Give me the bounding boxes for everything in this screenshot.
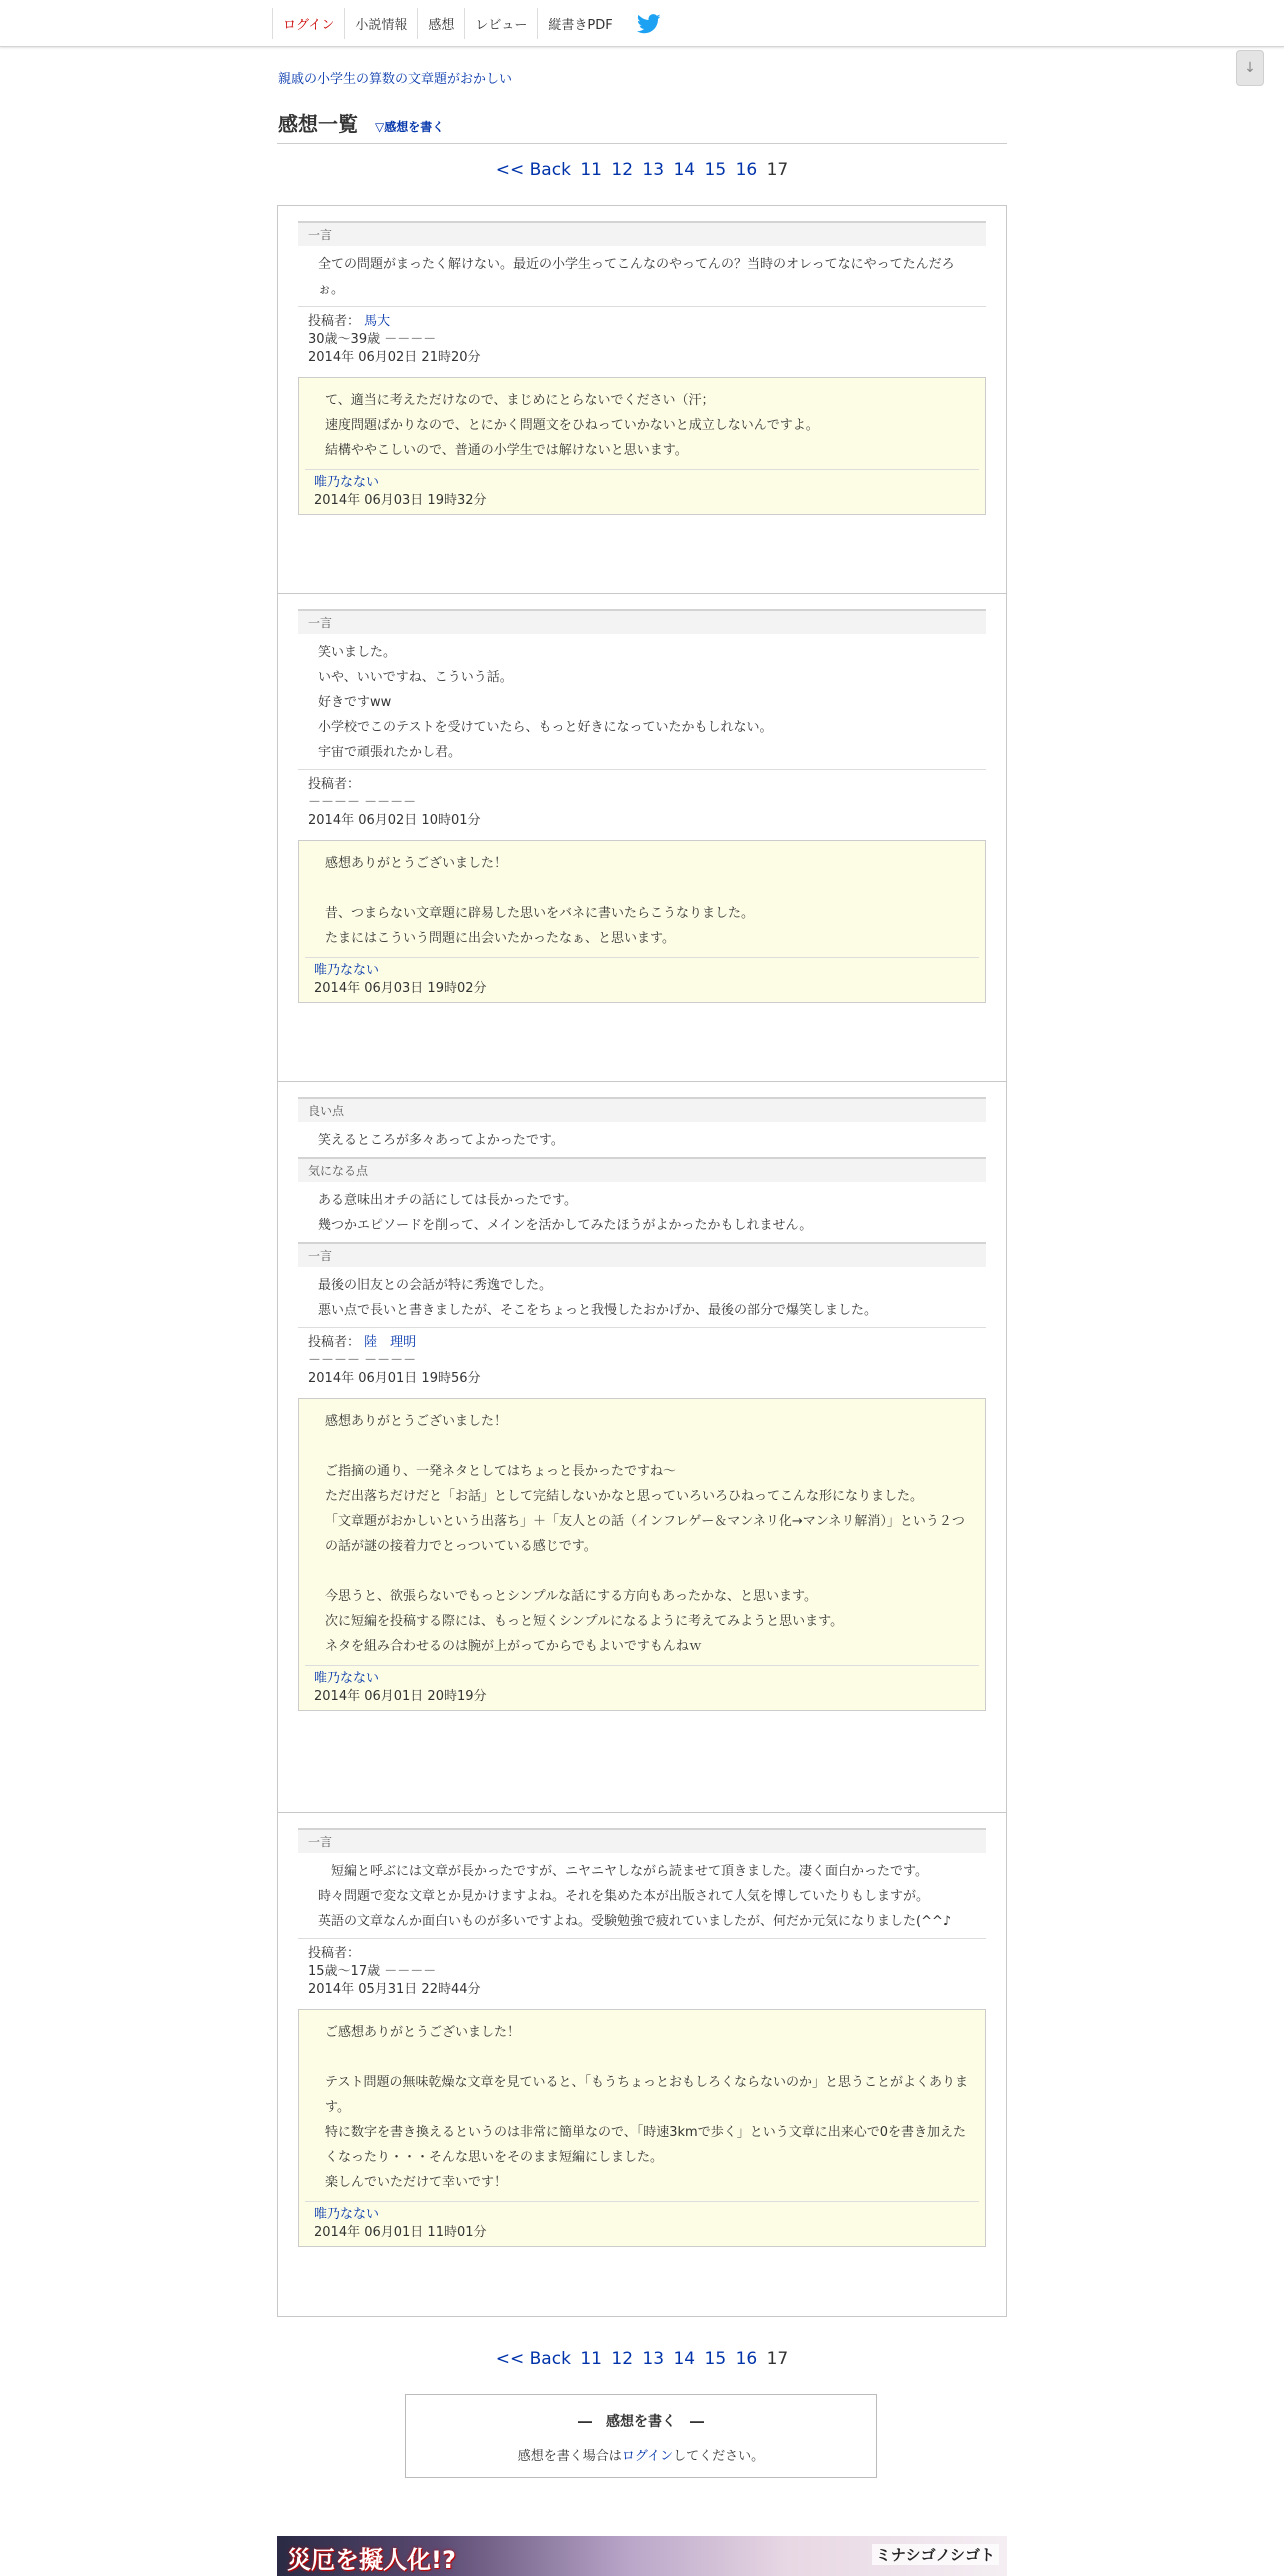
poster-info [298,306,986,371]
pager-back[interactable]: << Back [495,2349,571,2369]
write-box-msg-pre: 感想を書く場合は [517,2449,622,2464]
review-card [277,205,1007,599]
nav-login[interactable]: ログイン [272,8,344,39]
page-title: 感想一覧 [278,112,358,136]
reply-footer [305,1665,979,1710]
section-text: ある意味出オチの話にしては長かったです。 幾つかエピソードを削って、メインを活かしてみたほうがよかったかもしれません。 [318,1193,813,1233]
reply-author-link[interactable]: 唯乃なない [314,2207,380,2222]
section-text: 短編と呼ぶには文章が長かったですが、ニヤニヤしながら読ませて頂きました。凄く面白かったです。 時々問題で変な文章とか見かけますよね。それを集めた本が出版されて人気を博していたりもしますが。 英語の文章なんか面白いものが多いですよね。受験勉強で疲れていましたが、何だか元気になりました(^^♪ [318,1864,952,1929]
reply-text: 感想ありがとうございました！ 昔、つまらない文章題に辟易した思いをバネに書いたらこうなりました。 たまにはこういう問題に出会いたかったなぁ、と思います。 [325,856,755,946]
section-text: 笑いました。 いや、いいですね、こういう話。 好きですww 小学校でこのテストを受けていたら、もっと好きになっていたかもしれない。 宇宙で頑張れたかし君。 [318,645,773,760]
section-text: 最後の旧友との会話が特に秀逸でした。 悪い点で長いと書きましたが、そこをちょっと我慢したおかげか、最後の部分で爆笑しました。 [318,1278,878,1318]
poster-info [298,1938,986,2003]
pager-page-14[interactable]: 14 [673,2349,696,2369]
reply-footer [305,2201,979,2246]
pager-page-11[interactable]: 11 [580,160,602,180]
pager-page-16[interactable]: 16 [735,160,758,180]
poster-label: 投稿者： [308,1946,361,1961]
section-label: 一言 [298,609,986,634]
pager-page-15[interactable]: 15 [704,160,727,180]
section-label: 一言 [298,1828,986,1853]
poster-name-link[interactable]: 陸 理明 [364,1335,417,1350]
top-nav [272,8,673,39]
pager-current: 17 [766,160,789,180]
section-label: 良い点 [298,1097,986,1122]
banner-headline: 災厄を擬人化!? [287,2546,456,2574]
write-impression-link[interactable]: ▽感想を書く [375,120,445,134]
post-date: 2014年 06月02日 21時20分 [308,350,481,365]
pager-current: 17 [766,2349,789,2369]
reply-text: 感想ありがとうございました！ ご指摘の通り、一発ネタとしてはちょっと長かったですね～ ただ出落ちだけだと「お話」として完結しないかなと思っていろいろひねってこんな形になりました。 「文章題がおかしいという出落ち」＋「友人との話（インフレゲー＆マンネリ化→マンネリ解消）」という２つの話が謎の接着力でとっついている感じです。 今思うと、欲張らないでもっとシンプルな話にする方向もあったかな、と思います。 次に短編を投稿する際には、もっと短くシンプルになるように考えてみようと思います。 ネタを組み合わせるのは腕が上がってからでもよいですもんねｗ [325,1414,965,1654]
pager-page-11[interactable]: 11 [580,2349,602,2369]
heading-divider [277,143,1007,144]
write-box-title: ― 感想を書く ― [578,2414,704,2430]
poster-info [298,769,986,834]
reply-date: 2014年 06月03日 19時02分 [314,981,487,996]
twitter-share-button[interactable] [623,8,673,39]
reply-author-link[interactable]: 唯乃なない [314,475,380,490]
section-label: 一言 [298,221,986,246]
write-box-login-link[interactable]: ログイン [621,2449,674,2464]
reply-date: 2014年 06月01日 11時01分 [314,2225,487,2240]
scroll-down-button[interactable]: ↓ [1236,50,1264,86]
author-reply [298,377,986,515]
post-date: 2014年 06月02日 10時01分 [308,813,481,828]
write-box-msg-post: してください。 [673,2449,765,2464]
pager-back[interactable]: << Back [495,160,571,180]
section-text: 笑えるところが多々あってよかったです。 [318,1133,564,1148]
site-header [0,0,1284,47]
section-label: 気になる点 [298,1157,986,1182]
pager-page-13[interactable]: 13 [642,160,665,180]
poster-label: 投稿者： [308,314,361,329]
nav-impressions[interactable]: 感想 [417,8,464,39]
write-impression-box [405,2394,877,2478]
review-card [277,593,1007,1088]
review-card [277,1812,1007,2317]
novel-title-link[interactable]: 親戚の小学生の算数の文章題がおかしい [278,72,513,87]
reply-author-link[interactable]: 唯乃なない [314,1671,380,1686]
nav-review[interactable]: レビュー [464,8,537,39]
reply-date: 2014年 06月01日 20時19分 [314,1689,487,1704]
pager-page-16[interactable]: 16 [735,2349,758,2369]
poster-meta: 30歳～39歳 －－－－ [308,332,437,347]
reply-footer [305,957,979,1002]
banner-logo: ミナシゴノシゴト [872,2544,999,2565]
ad-banner[interactable] [277,2536,1007,2576]
poster-label: 投稿者： [308,1335,361,1350]
poster-meta: －－－－ －－－－ [308,1353,417,1368]
reply-author-link[interactable]: 唯乃なない [314,963,380,978]
reply-date: 2014年 06月03日 19時32分 [314,493,487,508]
reply-text: て、適当に考えただけなので、まじめにとらないでください（汗； 速度問題ばかりなので、とにかく問題文をひねっていかないと成立しないんですよ。 結構ややこしいので、普通の小学生では解けないと思います。 [325,393,819,458]
author-reply [298,1398,986,1711]
pager-page-15[interactable]: 15 [704,2349,727,2369]
pager-page-12[interactable]: 12 [611,160,634,180]
poster-label: 投稿者： [308,777,361,792]
nav-vertical-pdf[interactable]: 縦書きPDF [537,8,622,39]
post-date: 2014年 05月31日 22時44分 [308,1982,481,1997]
poster-meta: －－－－ －－－－ [308,795,417,810]
reply-text: ご感想ありがとうございました！ テスト問題の無味乾燥な文章を見ていると、「もうちょっとおもしろくならないのか」と思うことがよくあります。 特に数字を書き換えるというのは非常に簡単なので、「時速3kmで歩く」という文章に出来心で0を書き加えたくなったり・・・そんな思いをそのまま短編にしました。 楽しんでいただけて幸いです！ [325,2025,968,2190]
twitter-bird-icon [637,14,661,34]
nav-novel-info[interactable]: 小説情報 [344,8,417,39]
pager-top [277,160,1007,180]
poster-name-link[interactable]: 馬大 [364,314,391,329]
review-card [277,1081,1007,1819]
pager-page-12[interactable]: 12 [611,2349,634,2369]
pager-bottom [277,2349,1007,2369]
pager-page-14[interactable]: 14 [673,160,696,180]
write-box-message [406,2445,876,2464]
post-date: 2014年 06月01日 19時56分 [308,1371,481,1386]
author-reply [298,2009,986,2247]
poster-meta: 15歳～17歳 －－－－ [308,1964,437,1979]
section-label: 一言 [298,1242,986,1267]
author-reply [298,840,986,1003]
poster-info [298,1327,986,1392]
pager-page-13[interactable]: 13 [642,2349,665,2369]
reply-footer [305,469,979,514]
section-text: 全ての問題がまったく解けない。最近の小学生ってこんなのやってんの？当時のオレってなにやってたんだろぉ。 [318,257,955,297]
